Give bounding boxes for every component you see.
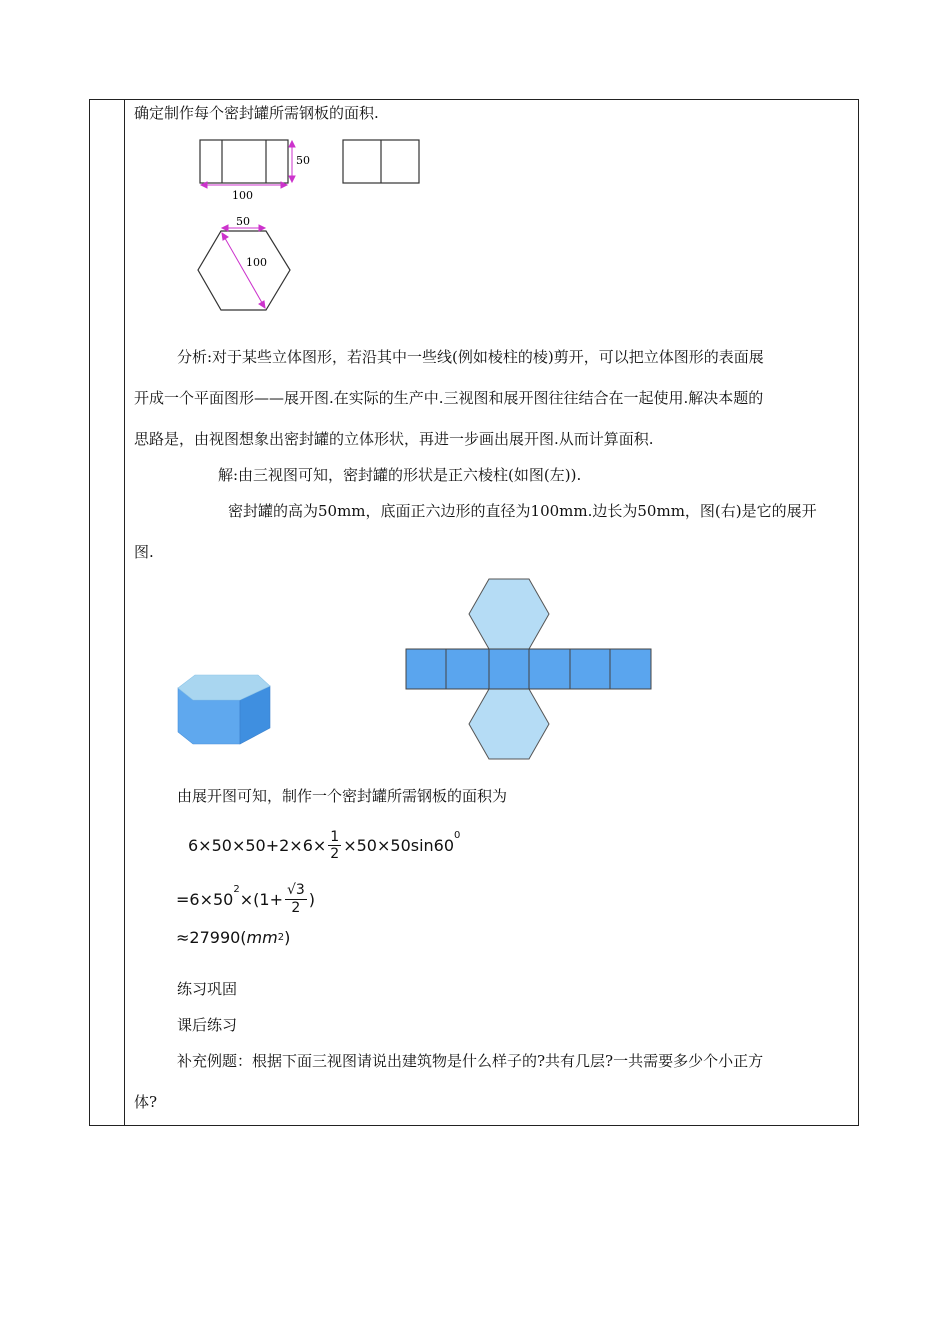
fraction-2-denominator: 2	[291, 899, 301, 916]
net-bottom-hexagon	[469, 689, 549, 759]
practice-homework: 课后练习	[177, 1016, 238, 1034]
analysis-line-1: 分析:对于某些立体图形，若沿其中一些线(例如棱柱的棱)剪开，可以把立体图形的表面展	[177, 348, 764, 366]
formula-3-part-a: ≈27990(	[176, 928, 247, 947]
formula-2-part-b: ×(1+	[239, 889, 283, 909]
fraction-sqrt3-half	[285, 882, 307, 917]
solution-line-3: 图.	[134, 543, 154, 561]
front-view	[200, 140, 288, 183]
side-view	[343, 140, 419, 183]
example-line-1: 补充例题：根据下面三视图请说出建筑物是什么样子的?共有几层?一共需要多少个小正方	[177, 1052, 764, 1070]
height-label: 50	[296, 154, 310, 167]
formula-line-3	[176, 928, 290, 947]
formula-line-2	[176, 876, 315, 922]
net-side-faces	[406, 649, 651, 689]
three-view-figure	[190, 130, 440, 320]
solution-line-1: 解:由三视图可知，密封罐的形状是正六棱柱(如图(左)).	[218, 466, 582, 484]
formula-2-part-c: )	[308, 889, 316, 909]
diagonal-label: 100	[246, 256, 267, 269]
formula-1-part-a: 6×50×50+2×6×	[188, 835, 327, 855]
fraction-1-numerator: 1	[330, 828, 340, 845]
diagonal-dimension	[222, 233, 265, 308]
intro-line: 确定制作每个密封罐所需钢板的面积.	[134, 104, 379, 122]
area-intro: 由展开图可知，制作一个密封罐所需钢板的面积为	[177, 787, 508, 805]
prism-net-figure	[400, 575, 660, 765]
formula-3-superscript: 2	[277, 932, 285, 943]
analysis-line-3: 思路是，由视图想象出密封罐的立体形状，再进一步画出展开图.从而计算面积.	[134, 430, 654, 448]
practice-consolidate: 练习巩固	[177, 980, 238, 998]
analysis-line-2: 开成一个平面图形——展开图.在实际的生产中.三视图和展开图往往结合在一起使用.解决本题的	[134, 389, 764, 407]
fraction-2-numerator: √3	[286, 881, 305, 898]
formula-1-part-b: ×50×50sin60	[343, 835, 455, 855]
height-dimension	[289, 141, 295, 182]
formula-2-part-a: =6×50	[176, 889, 234, 909]
left-column	[90, 100, 125, 1125]
formula-3-part-b: )	[284, 928, 291, 947]
fraction-one-half	[328, 829, 341, 862]
formula-3-unit: mm	[246, 928, 278, 947]
net-top-hexagon	[469, 579, 549, 649]
formula-1-superscript: 0	[454, 830, 461, 841]
width-label: 100	[232, 189, 253, 202]
formula-line-1	[188, 822, 460, 868]
side-label: 50	[236, 215, 250, 228]
example-line-2: 体?	[134, 1093, 158, 1111]
formula-2-superscript: 2	[233, 884, 240, 895]
fraction-1-denominator: 2	[330, 845, 340, 862]
solution-line-2: 密封罐的高为50mm，底面正六边形的直径为100mm.边长为50mm，图(右)是它的展开	[228, 502, 817, 520]
hexagonal-prism-figure	[170, 670, 280, 750]
